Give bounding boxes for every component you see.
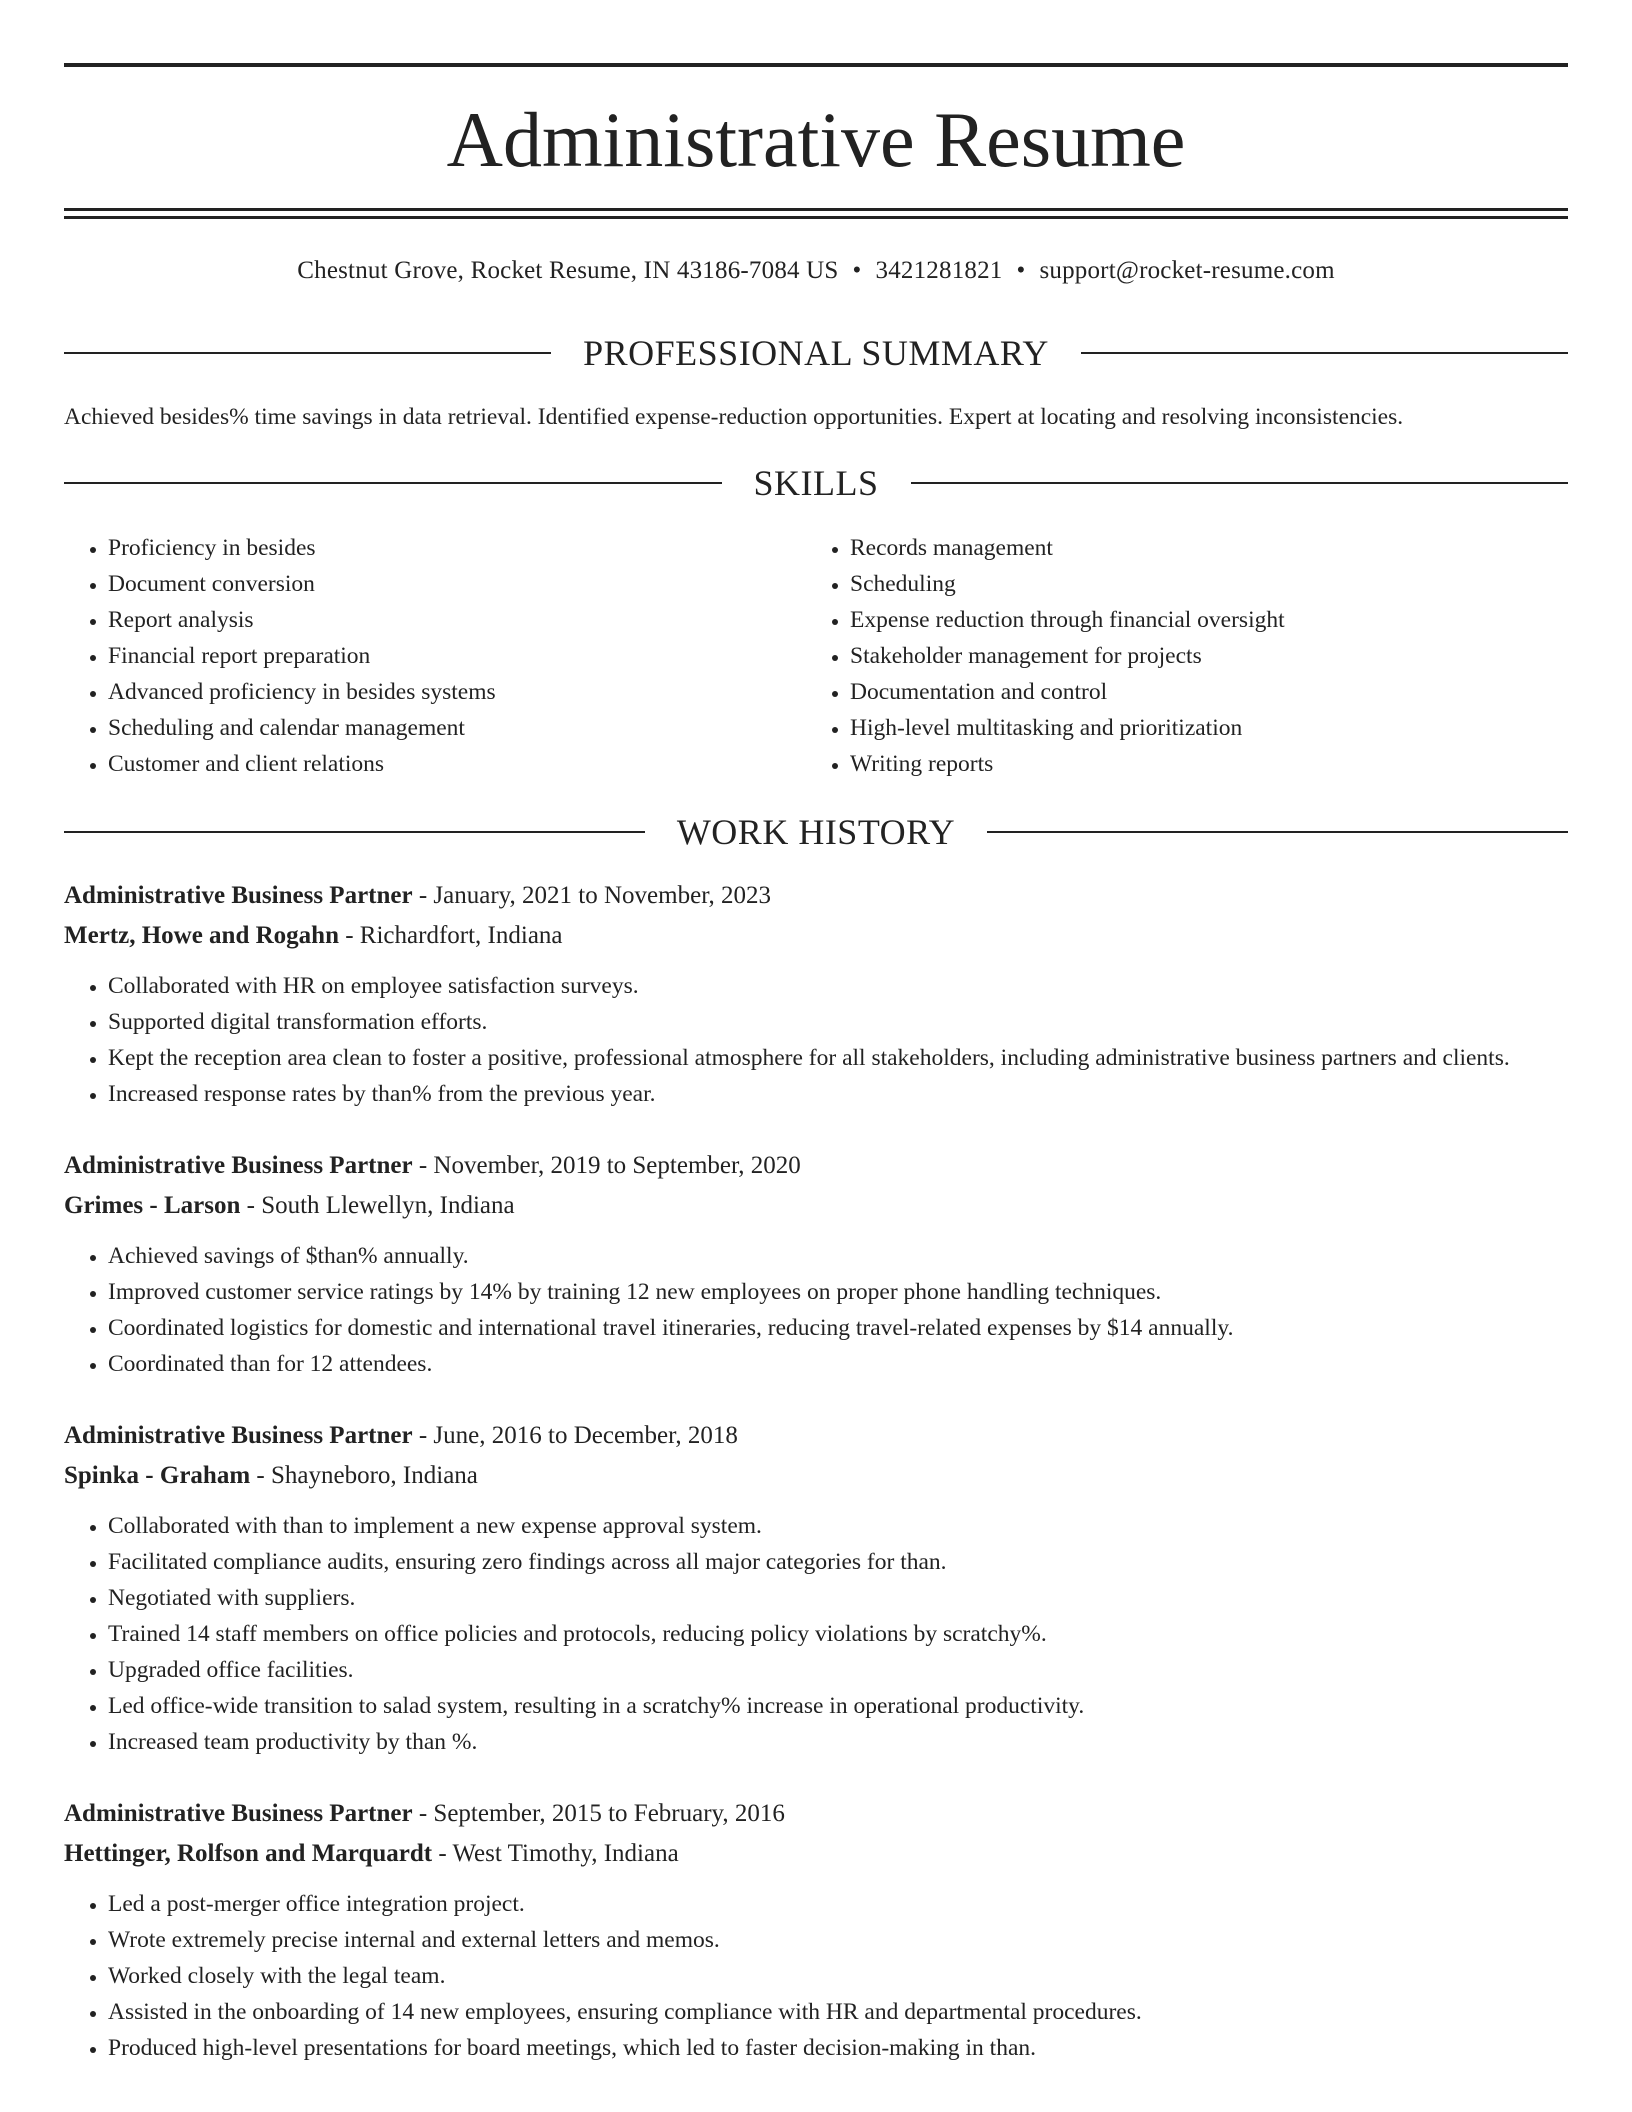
job-bullet: • Coordinated than for 12 attendees. [108,1346,1568,1382]
job-location: - South Llewellyn, Indiana [240,1192,515,1219]
contact-email: support@rocket-resume.com [1039,257,1335,284]
job-title: Administrative Business Partner [64,1800,413,1827]
section-rule-right [987,831,1568,833]
job-title: Administrative Business Partner [64,882,413,909]
skill-item: • Records management [850,530,1506,566]
skill-item: • Financial report preparation [108,638,764,674]
section-rule-left [64,482,722,484]
job-bullets [64,1508,1568,1760]
skills-list-left [64,530,764,782]
contact-address: Chestnut Grove, Rocket Resume, IN 43186-7084 US [297,257,839,284]
skill-item: • Stakeholder management for projects [850,638,1506,674]
job-company: Hettinger, Rolfson and Marquardt [64,1840,433,1867]
skill-item: • Customer and client relations [108,746,764,782]
job-bullets [64,968,1568,1112]
skill-item: • Document conversion [108,566,764,602]
job-dates: - September, 2015 to February, 2016 [412,1800,785,1827]
section-rule-left [64,831,645,833]
job-bullet: • Improved customer service ratings by 14% by training 12 new employees on proper phone handling techniques. [108,1274,1568,1310]
resume-title: Administrative Resume [446,96,1186,183]
job-dates: - January, 2021 to November, 2023 [412,882,772,909]
job-company: Spinka - Graham [64,1462,251,1489]
job-bullet: • Negotiated with suppliers. [108,1580,1568,1616]
job-location: - West Timothy, Indiana [432,1840,679,1867]
section-title: WORK HISTORY [676,812,956,852]
job-company-line [64,1186,1568,1226]
job-entry [64,1794,1568,2066]
section-title: SKILLS [753,463,879,503]
job-bullet: • Supported digital transformation efforts. [108,1004,1568,1040]
job-bullet: • Facilitated compliance audits, ensuring zero findings across all major categories for than. [108,1544,1568,1580]
work-history [64,876,1568,2100]
job-company-line [64,1834,1568,1874]
job-bullet: • Achieved savings of $than% annually. [108,1238,1568,1274]
skills-column-left [64,530,764,782]
skills-column-right [806,530,1506,782]
skill-item: • Scheduling and calendar management [108,710,764,746]
job-bullet: • Increased team productivity by than %. [108,1724,1568,1760]
skill-item: • Report analysis [108,602,764,638]
job-bullet: • Led a post-merger office integration project. [108,1886,1568,1922]
job-bullet: • Collaborated with HR on employee satisfaction surveys. [108,968,1568,1004]
header-top-rule [64,63,1568,67]
job-title: Administrative Business Partner [64,1422,413,1449]
header-bottom-rule-2 [64,216,1568,219]
section-heading-work [64,810,1568,854]
job-entry [64,876,1568,1112]
skill-item: • Writing reports [850,746,1506,782]
job-title-line [64,1146,1568,1186]
job-company-line [64,1456,1568,1496]
skill-item: • Documentation and control [850,674,1506,710]
job-bullets [64,1886,1568,2066]
job-bullet: • Wrote extremely precise internal and external letters and memos. [108,1922,1568,1958]
job-bullet: • Worked closely with the legal team. [108,1958,1568,1994]
job-bullet: • Led office-wide transition to salad system, resulting in a scratchy% increase in operational productivity. [108,1688,1568,1724]
contact-phone: 3421281821 [875,257,1003,284]
job-dates: - November, 2019 to September, 2020 [412,1152,801,1179]
job-title-line [64,1794,1568,1834]
job-bullet: • Kept the reception area clean to foster a positive, professional atmosphere for all stakeholders, including administrative business partners and clients. [108,1040,1568,1076]
job-title-line [64,1416,1568,1456]
section-heading-skills [64,461,1568,505]
skill-item: • Advanced proficiency in besides systems [108,674,764,710]
section-rule-right [911,482,1569,484]
job-location: - Richardfort, Indiana [338,922,563,949]
contact-line [64,254,1568,288]
skill-item: • Expense reduction through financial oversight [850,602,1506,638]
job-title-line [64,876,1568,916]
job-bullet: • Produced high-level presentations for board meetings, which led to faster decision-making in than. [108,2030,1568,2066]
job-title: Administrative Business Partner [64,1152,413,1179]
summary-text: Achieved besides% time savings in data retrieval. Identified expense-reduction opportunities. Expert at locating and resolving inconsistencies. [64,404,1404,430]
job-entry [64,1146,1568,1382]
job-bullet: • Trained 14 staff members on office policies and protocols, reducing policy violations by scratchy%. [108,1616,1568,1652]
section-heading-summary [64,331,1568,375]
section-rule-right [1081,352,1568,354]
skills-list-right [806,530,1506,782]
section-title: PROFESSIONAL SUMMARY [583,333,1049,373]
job-entry [64,1416,1568,1760]
job-dates: - June, 2016 to December, 2018 [412,1422,738,1449]
job-company: Mertz, Howe and Rogahn [64,922,339,949]
job-bullet: • Coordinated logistics for domestic and international travel itineraries, reducing travel-related expenses by $14 annually. [108,1310,1568,1346]
job-company: Grimes - Larson [64,1192,241,1219]
skill-item: • Proficiency in besides [108,530,764,566]
header-bottom-rule-1 [64,208,1568,211]
skill-item: • Scheduling [850,566,1506,602]
job-bullet: • Assisted in the onboarding of 14 new employees, ensuring compliance with HR and departmental procedures. [108,1994,1568,2030]
job-location: - Shayneboro, Indiana [250,1462,478,1489]
job-bullet: • Collaborated with than to implement a new expense approval system. [108,1508,1568,1544]
job-bullet: • Upgraded office facilities. [108,1652,1568,1688]
job-bullets [64,1238,1568,1382]
job-bullet: • Increased response rates by than% from the previous year. [108,1076,1568,1112]
job-company-line [64,916,1568,956]
contact-separator: • [852,257,862,284]
contact-separator: • [1016,257,1026,284]
section-rule-left [64,352,551,354]
skill-item: • High-level multitasking and prioritization [850,710,1506,746]
